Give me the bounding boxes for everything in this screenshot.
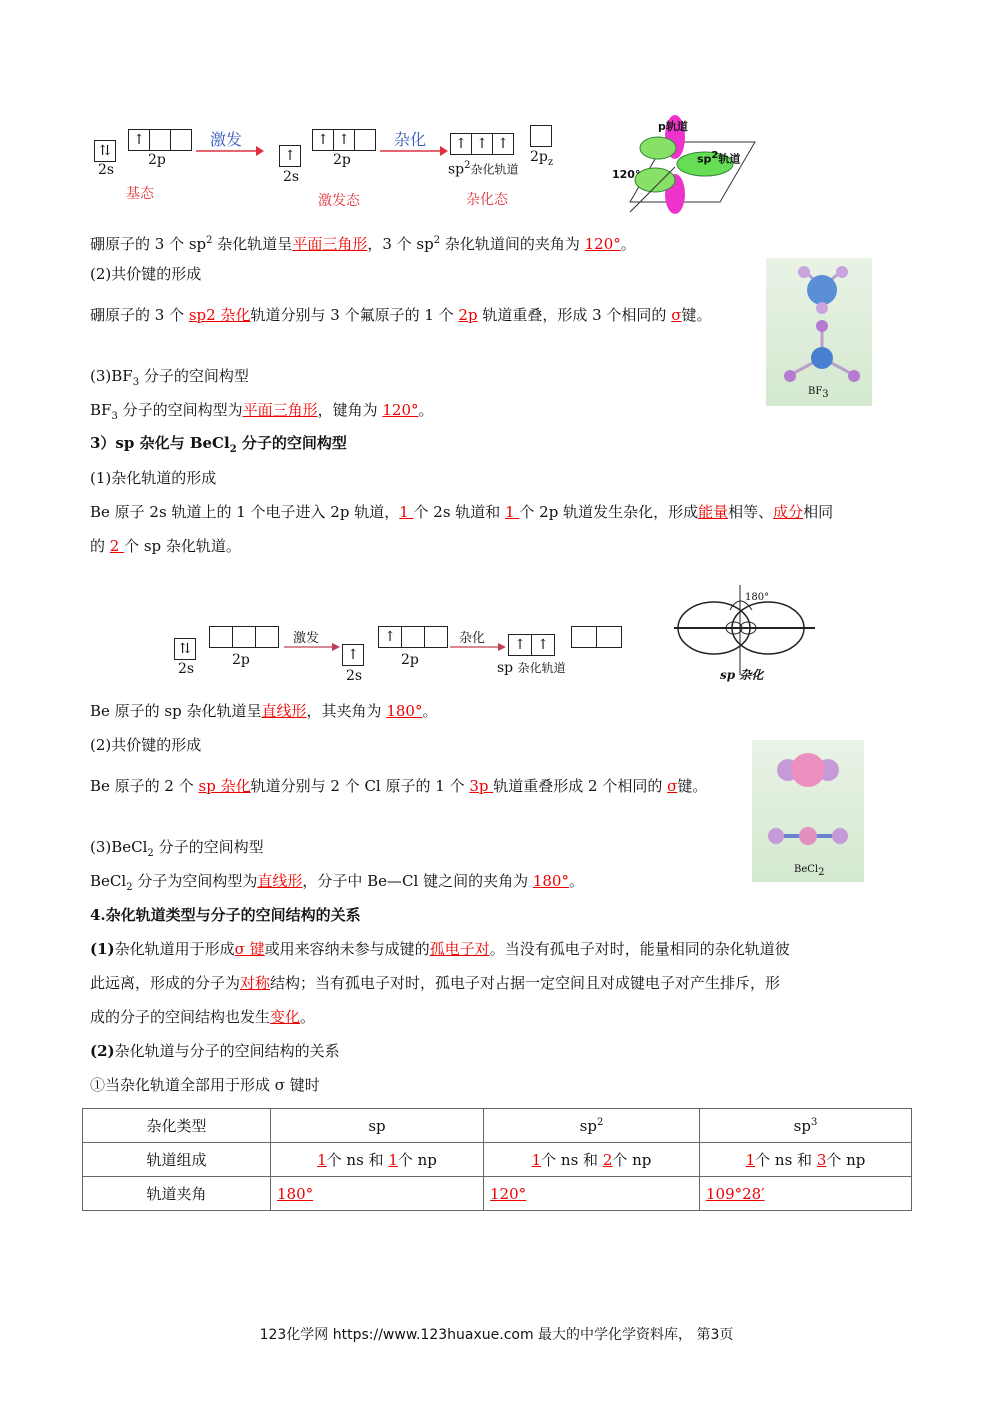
table-row	[83, 1143, 912, 1177]
d2-p-boxes	[571, 626, 621, 648]
hybrid-arrow	[380, 145, 448, 157]
d2-hybrid-label: 杂化	[459, 631, 486, 646]
d2-2p-label: 2p	[232, 652, 250, 668]
d2-excite-label: 激发	[293, 631, 320, 646]
hybrid-table	[82, 1108, 912, 1211]
table-row	[83, 1177, 912, 1211]
2s-label: 2s	[98, 162, 115, 178]
table-cell: 1个 ns 和 1个 np	[271, 1143, 484, 1177]
table-header-sp3: $sp^3$	[700, 1109, 912, 1143]
d2-hybrid-arrow	[450, 642, 506, 652]
section4-p1-line1: (1)杂化轨道用于形成σ 键或用来容纳未参与成键的孤电子对。当没有孤电子对时，能量相同的杂化轨道彼	[90, 940, 790, 958]
page-footer: 123化学网 https://www.123huaxue.com 最大的中学化学资料库， 第3页	[259, 1327, 734, 1343]
table-header-sp: sp	[271, 1109, 484, 1143]
sp-subheading-formation: (1)杂化轨道的形成	[90, 469, 217, 487]
d2-excited-2s-label: 2s	[346, 668, 363, 684]
angle-180-label: 180°	[745, 592, 770, 603]
d2-sp-boxes: ↑ ↑	[508, 634, 554, 656]
d2-excited-2s-box: ↑	[342, 644, 363, 666]
excite-label: 激发	[210, 130, 243, 149]
bf3-hybrid-shape: 硼原子的 3 个 $sp^2$ 杂化轨道呈平面三角形，3 个 $sp^2$ 杂化轨道间的夹角为 120°。	[90, 235, 636, 253]
sp2-orbital-label: $sp^2$轨道	[697, 150, 741, 166]
hybrid-label: 杂化	[394, 130, 427, 149]
table-cell-label: 轨道组成	[83, 1143, 271, 1177]
section4-p1-line2: 此远离，形成的分子为对称结构；当有孤电子对时，孤电子对占据一定空间且对成键电子对产生排斥，形	[90, 974, 781, 992]
be-subheading-bond: (2)共价键的形成	[90, 736, 202, 754]
section4-p3: ①当杂化轨道全部用于形成 σ 键时	[90, 1076, 320, 1094]
table-cell: 1个 ns 和 2个 np	[484, 1143, 700, 1177]
excited-2p-label: 2p	[333, 152, 351, 168]
section4-p2: (2)杂化轨道与分子的空间结构的关系	[90, 1042, 340, 1060]
section4-heading: 4.杂化轨道类型与分子的空间结构的关系	[90, 906, 361, 924]
2s-box: ⇅	[94, 140, 115, 162]
table-cell: 109°28′	[700, 1177, 912, 1211]
excited-2s-box: ↑	[279, 145, 300, 167]
d2-excite-arrow	[284, 642, 340, 652]
2p-label: 2p	[148, 152, 166, 168]
table-cell: 1个 ns 和 3个 np	[700, 1143, 912, 1177]
excite-arrow	[196, 145, 264, 157]
becl2-subheading-shape: (3)BeCl$_2$ 分子的空间构型	[90, 838, 264, 859]
sp-formation-line2: 的 2 个 sp 杂化轨道。	[90, 537, 241, 555]
sp-formation-line1: Be 原子 2s 轨道上的 1 个电子进入 2p 轨道，1 个 2s 轨道和 1 个 2p 轨道发生杂化，形成能量相等、成分相同	[90, 503, 834, 521]
table-cell-label: 轨道夹角	[83, 1177, 271, 1211]
be-hybrid-shape: Be 原子的 sp 杂化轨道呈直线形，其夹角为 180°。	[90, 702, 438, 720]
bf3-bond-text: 硼原子的 3 个 sp2 杂化轨道分别与 3 个氟原子的 1 个 2p 轨道重叠，形成 3 个相同的 σ键。	[90, 306, 712, 324]
table-cell: 120°	[484, 1177, 700, 1211]
table-row	[83, 1109, 912, 1143]
bf3-caption: $BF_3$	[808, 386, 829, 400]
d2-excited-2p-label: 2p	[401, 652, 419, 668]
sp-section-heading: 3）sp 杂化与 BeCl$_2$ 分子的空间构型	[90, 434, 347, 455]
becl2-caption: BeCl$_2$	[794, 864, 825, 878]
d2-2p-boxes	[209, 626, 278, 648]
bf3-subheading-bond: (2)共价键的形成	[90, 265, 202, 283]
bf3-shape-text: $BF_3$ 分子的空间构型为平面三角形，键角为 120°。	[90, 401, 434, 422]
section4-p1-line3: 成的分子的空间结构也发生变化。	[90, 1008, 316, 1026]
angle-120-label: 120°	[612, 168, 641, 181]
2p-boxes: ↑	[128, 129, 191, 151]
excited-2p-boxes: ↑ ↑	[312, 129, 375, 151]
sp2-boxes: ↑ ↑ ↑	[450, 133, 513, 155]
hybrid-state-label: 杂化态	[466, 192, 508, 208]
table-cell: 180°	[271, 1177, 484, 1211]
becl2-model-image	[752, 740, 864, 882]
bf3-subheading-shape: $(3)BF_3$ 分子的空间构型	[90, 367, 249, 388]
ground-state-label: 基态	[126, 186, 154, 202]
sp2-label: $sp^2$杂化轨道	[448, 160, 519, 178]
table-header-type: 杂化类型	[83, 1109, 271, 1143]
be-bond-text: Be 原子的 2 个 sp 杂化轨道分别与 2 个 Cl 原子的 1 个 3p 轨道重叠形成 2 个相同的 σ键。	[90, 777, 708, 795]
sp-figure-caption: sp 杂化	[720, 668, 764, 682]
becl2-shape-text: BeCl$_2$ 分子为空间构型为直线形，分子中 Be—Cl 键之间的夹角为 180°。	[90, 872, 584, 893]
d2-excited-2p-boxes: ↑	[378, 626, 447, 648]
2pz-box	[530, 125, 551, 147]
bf3-model-image	[766, 258, 872, 406]
d2-sp-label: sp 杂化轨道	[497, 660, 566, 676]
table-header-sp2: $sp^2$	[484, 1109, 700, 1143]
excited-2s-label: 2s	[283, 169, 300, 185]
2pz-label: $2p_z$	[530, 149, 554, 168]
d2-2s-label: 2s	[178, 661, 195, 677]
excited-state-label: 激发态	[318, 193, 360, 209]
p-orbital-label: p轨道	[658, 120, 688, 133]
d2-2s-box: ⇅	[174, 638, 195, 660]
